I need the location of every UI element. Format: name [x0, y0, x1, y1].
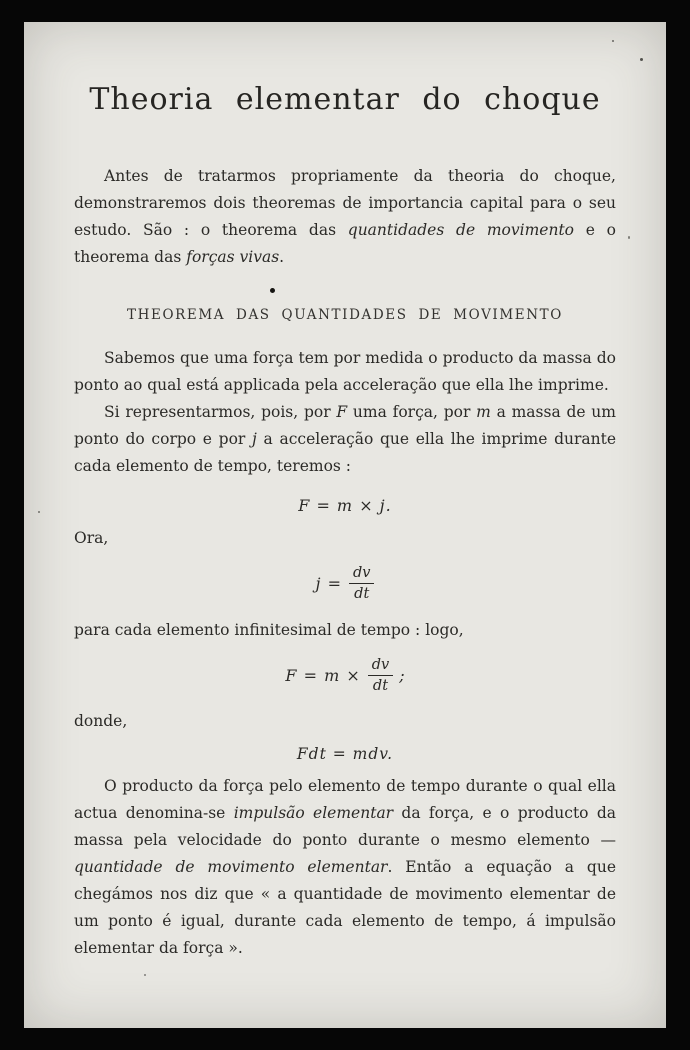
page-surface	[24, 22, 666, 1028]
lead-word-ora: Ora,	[74, 529, 109, 547]
text-run: da força, e o producto da massa pela velocidade do ponto durante o mesmo elemento —	[74, 803, 616, 849]
equation-punctuation: ;	[399, 666, 405, 686]
equation-F-equals-m-dvdt	[74, 656, 616, 695]
equation-F-equals-mj	[74, 496, 616, 515]
scan-speck	[640, 58, 643, 61]
fraction-dv-dt	[368, 656, 393, 695]
text-run: a acceleração que ella lhe imprime durante cada elemento de tempo, teremos :	[74, 430, 617, 475]
text-run: uma força, por	[347, 403, 477, 421]
math-text: F = m ×	[285, 666, 361, 686]
fraction-dv-dt	[349, 564, 374, 603]
math-text: j =	[315, 574, 342, 594]
equation-Fdt-equals-mdv	[74, 745, 616, 763]
italic-run: quantidades de movimento	[347, 221, 575, 239]
math-text: F = m × j.	[298, 496, 392, 515]
scan-speck	[270, 288, 275, 293]
text-run: Si representarmos, pois, por	[104, 403, 337, 421]
text-run: .	[279, 248, 285, 266]
fraction-denominator: dt	[354, 586, 370, 603]
scan-speck	[144, 974, 146, 976]
fraction-numerator: dv	[368, 656, 393, 676]
text-run: e o theorema das	[74, 221, 616, 266]
paragraph-infinitesimal: para cada elemento infinitesimal de tempo : logo,	[74, 621, 464, 640]
text-run: a massa de um ponto do corpo e por	[74, 403, 616, 448]
scan-speck	[612, 40, 614, 42]
scan-speck	[38, 511, 40, 513]
intro-paragraph	[74, 163, 616, 271]
paragraph-forca-medida: Sabemos que uma força tem por medida o producto da massa do ponto ao qual está applicada pela acceleração que ella lhe imprime.	[74, 349, 616, 394]
section-heading: THEOREMA DAS QUANTIDADES DE MOVIMENTO	[127, 307, 563, 323]
math-var-m: m	[476, 403, 491, 421]
paragraph-representarmos	[74, 399, 616, 480]
text-run: . Então a equação a que chegámos nos diz que « a quantidade de movimento elementar de um ponto é igual, durante cada elemento de tempo, á impulsão elementar da força ».	[74, 857, 616, 957]
fraction-denominator: dt	[372, 678, 389, 695]
equation-j-equals-dvdt	[74, 564, 616, 603]
scan-speck	[628, 236, 630, 239]
math-text: Fdt = mdv.	[296, 744, 394, 763]
lead-word-donde: donde,	[74, 711, 128, 730]
math-var-j: j	[252, 430, 257, 448]
page-title: Theoria elementar do choque	[89, 82, 601, 117]
italic-run: forças vivas	[186, 248, 280, 266]
math-var-F: F	[336, 403, 348, 421]
fraction-numerator: dv	[349, 564, 374, 584]
text-run: O producto da força pelo elemento de tempo durante o qual ella actua denomina-se	[74, 776, 616, 822]
italic-run: quantidade de movimento elementar	[74, 857, 388, 876]
text-run: Antes de tratarmos propriamente da theoria do choque, demonstraremos dois theoremas de importancia capital para o seu estudo. São : o theorema das	[74, 167, 616, 239]
italic-run: impulsão elementar	[233, 803, 394, 822]
closing-paragraph	[74, 773, 616, 962]
